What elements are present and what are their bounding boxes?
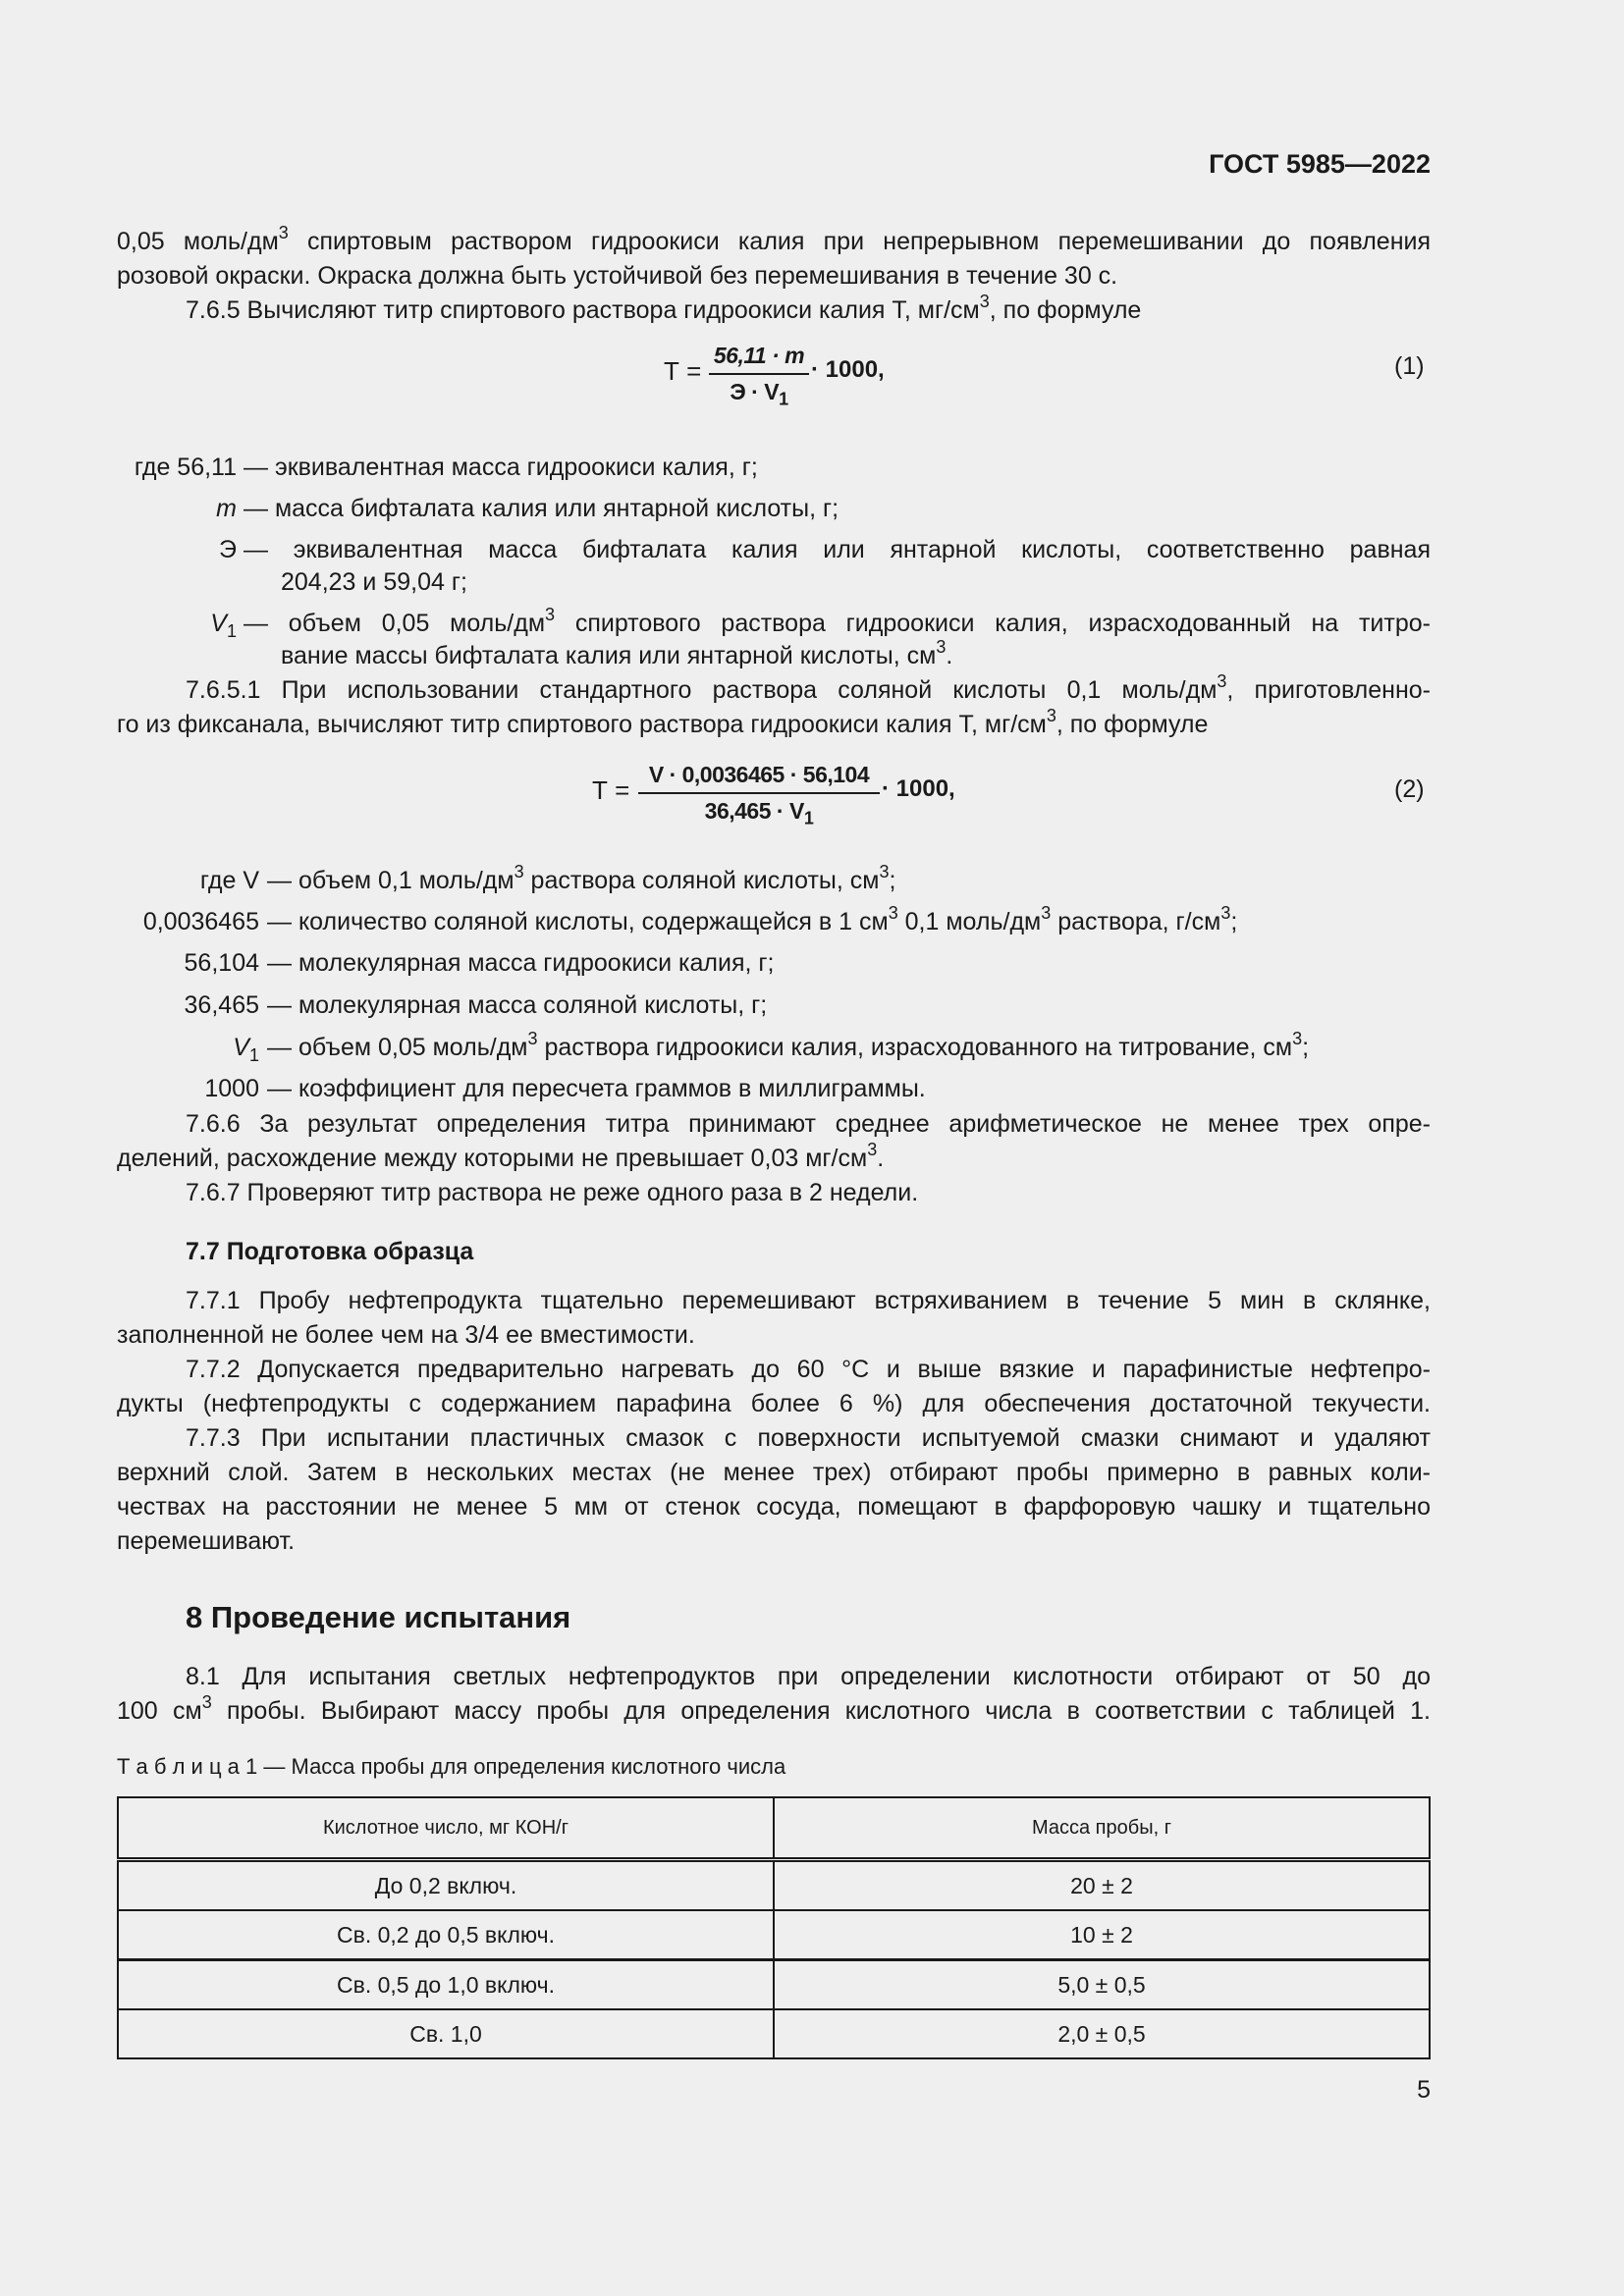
formula-denominator: [638, 798, 880, 828]
numerator-text: V · 0,0036465 · 56,104: [648, 762, 870, 787]
clause-7-6-7: 7.6.7 Проверяют титр раствора не реже одного раза в 2 недели.: [186, 1179, 919, 1206]
where-desc: [267, 902, 1238, 939]
where-key: 56,104: [184, 949, 259, 977]
table-cell: 20 ± 2: [774, 1860, 1430, 1911]
where-key: где V: [199, 867, 259, 894]
superscript: 3: [545, 604, 556, 624]
clause-7-7-1: 7.7.1 Пробу нефтепродукта тщательно перемешивают встряхиванием в течение 5 мин в склянке,: [186, 1287, 1431, 1314]
denominator-text: 36,465 · V: [704, 798, 804, 824]
table-row: [118, 1910, 1430, 1960]
clause-8-1: 8.1 Для испытания светлых нефтепродуктов при определении кислотности отбирают от 50 до: [186, 1663, 1431, 1690]
text: раствора гидроокиси калия, израсходованного на титрование, см: [537, 1034, 1293, 1061]
text: раствора, г/см: [1051, 908, 1221, 935]
clause-7-6-5: [186, 291, 1142, 328]
text: раствора соляной кислоты, см: [523, 867, 880, 894]
superscript: 3: [1220, 902, 1231, 923]
text: , по формуле: [989, 296, 1142, 324]
where-desc: — эквивалентная масса гидроокиси калия, г;: [244, 454, 758, 481]
where-key: 36,465: [184, 991, 259, 1019]
where-desc: — коэффициент для пересчета граммов в миллиграммы.: [267, 1075, 926, 1102]
table-cell: До 0,2 включ.: [118, 1860, 774, 1911]
text: ;: [1302, 1034, 1310, 1061]
paragraph-line: розовой окраски. Окраска должна быть устойчивой без перемешивания в течение 30 с.: [117, 262, 1118, 290]
formula-numerator: [709, 343, 809, 369]
where-key: где 56,11: [134, 454, 237, 481]
where-desc: — эквивалентная масса бифталата калия или янтарной кислоты, соответственно равная: [244, 536, 1431, 563]
text: 0,05 моль/дм: [117, 228, 279, 255]
formula-number: (1): [1394, 352, 1425, 380]
superscript: 3: [514, 861, 524, 881]
superscript: 3: [1292, 1028, 1303, 1048]
formula-lhs: Т =: [664, 356, 702, 386]
superscript: 3: [936, 636, 947, 657]
clause-7-7-2: 7.7.2 Допускается предварительно нагревать до 60 °С и выше вязкие и парафинистые нефтепро-: [186, 1356, 1431, 1383]
text: 100 см: [117, 1697, 202, 1725]
where-desc: — масса бифталата калия или янтарной кислоты, г;: [244, 495, 839, 522]
text: — объем 0,1 моль/дм: [267, 867, 514, 894]
where-desc: — молекулярная масса соляной кислоты, г;: [267, 991, 768, 1019]
formula-tail: · 1000,: [882, 775, 955, 802]
where-desc: [267, 861, 896, 898]
text: — объем 0,05 моль/дм: [267, 1034, 528, 1061]
denominator-text: Э · V: [730, 379, 780, 404]
table-cell: Св. 1,0: [118, 2009, 774, 2058]
page-number: 5: [1417, 2076, 1431, 2104]
superscript: 3: [1041, 902, 1052, 923]
where-key: [88, 1031, 259, 1065]
table-row: [118, 2009, 1430, 2058]
paragraph-line: заполненной не более чем на 3/4 ее вместимости.: [117, 1321, 695, 1349]
section-heading-8: 8 Проведение испытания: [186, 1600, 571, 1634]
text: 7.6.5 Вычисляют титр спиртового раствора гидроокиси калия Т, мг/см: [186, 296, 980, 324]
where-desc: [244, 604, 1431, 641]
superscript: 3: [879, 861, 890, 881]
paragraph-line: перемешивают.: [117, 1527, 296, 1555]
section-heading-7-7: 7.7 Подготовка образца: [186, 1238, 474, 1265]
clause-7-6-6: 7.6.6 За результат определения титра принимают среднее арифметическое не менее трех опре-: [186, 1110, 1431, 1138]
formula-lhs: Т =: [592, 775, 630, 805]
where-desc-cont: 204,23 и 59,04 г;: [281, 568, 467, 596]
table-cell: Св. 0,2 до 0,5 включ.: [118, 1910, 774, 1960]
text: пробы. Выбирают массу пробы для определения кислотного числа в соответствии с таблицей 1.: [211, 1697, 1431, 1725]
var: V: [233, 1034, 249, 1061]
where-key: 1000: [204, 1075, 259, 1102]
text: — объем 0,05 моль/дм: [244, 610, 546, 637]
text: спиртового раствора гидроокиси калия, израсходованный на титро-: [555, 610, 1431, 637]
text: 7.6.5.1 При использовании стандартного раствора соляной кислоты 0,1 моль/дм: [186, 676, 1218, 704]
formula-number: (2): [1394, 775, 1425, 803]
paragraph-line: [117, 1139, 885, 1176]
column-header: Кислотное число, мг КОН/г: [118, 1797, 774, 1860]
where-desc-cont: [281, 636, 953, 673]
where-desc: [267, 1028, 1310, 1065]
text: вание массы бифталата калия или янтарной кислоты, см: [281, 642, 937, 669]
caption-prefix: Т а б л и ц а: [117, 1754, 240, 1779]
table-row: [118, 1960, 1430, 2010]
fraction-bar: [709, 373, 809, 375]
paragraph-line: [117, 1691, 1431, 1729]
superscript: 3: [527, 1028, 538, 1048]
where-key: Э: [219, 536, 237, 563]
superscript: 3: [1046, 705, 1056, 725]
paragraph-line: верхний слой. Затем в нескольких местах (не менее трех) отбирают пробы примерно в равных коли-: [117, 1459, 1431, 1486]
var: V: [210, 610, 227, 637]
paragraph-line: чествах на расстоянии не менее 5 мм от стенок сосуда, помещают в фарфоровую чашку и тщательно: [117, 1493, 1431, 1521]
subscript: 1: [779, 389, 788, 409]
text: — количество соляной кислоты, содержащейся в 1 см: [267, 908, 889, 935]
column-header: Масса пробы, г: [774, 1797, 1430, 1860]
superscript: 3: [201, 1691, 212, 1712]
table-cell: 10 ± 2: [774, 1910, 1430, 1960]
paragraph-line: [117, 222, 1432, 259]
data-table: [117, 1796, 1431, 2059]
formula-numerator: [638, 762, 880, 788]
where-key: m: [216, 495, 237, 522]
superscript: 3: [278, 222, 289, 242]
superscript: 3: [867, 1139, 878, 1159]
caption-text: 1 — Масса пробы для определения кислотного числа: [239, 1754, 786, 1779]
superscript: 3: [888, 902, 898, 923]
formula-denominator: [709, 379, 809, 409]
text: ;: [1230, 908, 1238, 935]
superscript: 3: [979, 291, 990, 311]
fraction-bar: [638, 792, 880, 794]
subscript: 1: [226, 621, 237, 641]
text: делений, расхождение между которыми не превышает 0,03 мг/см: [117, 1145, 868, 1172]
table-caption: [117, 1754, 785, 1780]
document-id: ГОСТ 5985—2022: [1209, 149, 1431, 179]
clause-7-6-5-1: [186, 670, 1431, 708]
numerator-text: 56,11 · m: [713, 343, 805, 368]
paragraph-line: [117, 705, 1209, 742]
table-header-row: [118, 1797, 1430, 1860]
text: ;: [889, 867, 896, 894]
formula-tail: · 1000,: [811, 356, 885, 383]
where-desc: — молекулярная масса гидроокиси калия, г;: [267, 949, 775, 977]
where-key: [98, 607, 237, 641]
text: .: [946, 642, 953, 669]
subscript: 1: [248, 1045, 259, 1065]
clause-7-7-3: 7.7.3 При испытании пластичных смазок с поверхности испытуемой смазки снимают и удаляют: [186, 1424, 1431, 1452]
text: , приготовленно-: [1226, 676, 1431, 704]
table-cell: 2,0 ± 0,5: [774, 2009, 1430, 2058]
text: .: [877, 1145, 885, 1172]
table-cell: 5,0 ± 0,5: [774, 1960, 1430, 2010]
text: , по формуле: [1056, 711, 1209, 738]
where-key: 0,0036465: [142, 908, 259, 935]
table-row: [118, 1860, 1430, 1911]
table-cell: Св. 0,5 до 1,0 включ.: [118, 1960, 774, 2010]
text: го из фиксанала, вычисляют титр спиртового раствора гидроокиси калия Т, мг/см: [117, 711, 1047, 738]
text: спиртовым раствором гидроокиси калия при непрерывном перемешивании до появления: [288, 228, 1432, 255]
paragraph-line: дукты (нефтепродукты с содержанием парафина более 6 %) для обеспечения достаточной текучести.: [117, 1390, 1431, 1417]
superscript: 3: [1217, 670, 1227, 691]
text: 0,1 моль/дм: [897, 908, 1042, 935]
subscript: 1: [803, 808, 814, 828]
